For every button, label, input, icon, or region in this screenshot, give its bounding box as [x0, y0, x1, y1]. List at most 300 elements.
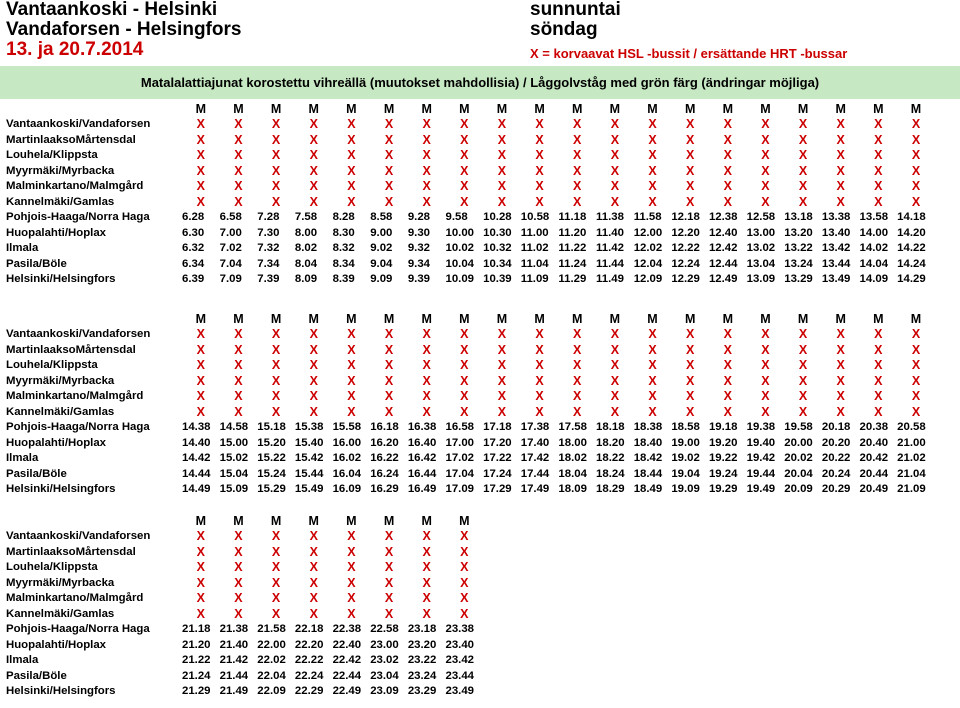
replacement-bus-mark: X [648, 148, 657, 163]
departure-time: 20.02 [784, 452, 813, 465]
departure-time: 7.39 [257, 272, 280, 285]
departure-time: 12.24 [671, 257, 700, 270]
replacement-bus-mark: X [798, 404, 808, 419]
departure-time: 14.38 [182, 421, 211, 434]
replacement-bus-mark: X [271, 327, 281, 342]
replacement-bus-mark: X [685, 327, 695, 342]
replacement-bus-mark: X [798, 179, 808, 194]
departure-time: 17.44 [520, 467, 550, 480]
departure-time: 23.20 [407, 638, 437, 651]
replacement-bus-mark: X [723, 327, 732, 342]
replacement-bus-mark: X [460, 194, 469, 209]
service-type-cell: M [270, 514, 282, 528]
departure-time: 6.34 [182, 257, 205, 270]
replacement-bus-mark: X [685, 117, 695, 132]
departure-time: 7.30 [257, 226, 280, 239]
replacement-bus-mark: X [384, 373, 394, 388]
departure-time: 12.49 [708, 272, 738, 285]
departure-time: 10.39 [483, 272, 512, 285]
departure-time: 10.02 [445, 242, 474, 255]
replacement-bus-mark: X [836, 148, 845, 163]
departure-time: 18.58 [671, 421, 700, 434]
replacement-bus-mark: X [422, 194, 431, 209]
departure-time: 15.24 [257, 467, 286, 480]
departure-time: 23.00 [370, 638, 399, 651]
replacement-bus-mark: X [422, 575, 431, 590]
replacement-bus-mark: X [234, 606, 243, 621]
replacement-bus-mark: X [422, 117, 431, 132]
replacement-bus-mark: X [761, 358, 770, 373]
replacement-bus-mark: X [497, 194, 507, 209]
replacement-bus-mark: X [271, 591, 281, 606]
replacement-bus-mark: X [422, 591, 431, 606]
replacement-bus-mark: X [798, 373, 808, 388]
departure-time: 13.24 [784, 257, 813, 270]
departure-time: 22.00 [257, 638, 286, 651]
departure-time: 14.09 [859, 272, 889, 285]
departure-time: 11.20 [558, 226, 587, 239]
departure-time: 21.02 [897, 452, 926, 465]
replacement-bus-mark: X [196, 163, 205, 178]
replacement-bus-mark: X [497, 163, 507, 178]
replacement-bus-mark: X [836, 179, 845, 194]
replacement-bus-mark: X [384, 163, 394, 178]
departure-time: 20.29 [821, 482, 851, 495]
service-type-cell: M [534, 102, 545, 116]
service-type-cell: M [647, 312, 658, 326]
replacement-bus-mark: X [497, 117, 507, 132]
replacement-bus-mark: X [384, 327, 394, 342]
replacement-bus-mark: X [761, 404, 770, 419]
replacement-bus-mark: X [836, 358, 845, 373]
departure-time: 17.09 [445, 482, 474, 495]
departure-time: 17.49 [520, 482, 550, 495]
replacement-bus-mark: X [685, 373, 695, 388]
departure-time: 22.42 [332, 654, 362, 667]
replacement-bus-mark: X [196, 606, 205, 621]
replacement-bus-mark: X [234, 591, 243, 606]
departure-time: 21.00 [897, 436, 926, 449]
station-row [0, 343, 935, 358]
service-type-cell: M [383, 312, 395, 326]
replacement-bus-mark: X [234, 163, 243, 178]
replacement-bus-mark: X [271, 148, 281, 163]
replacement-bus-mark: X [271, 342, 281, 357]
departure-time: 8.09 [294, 272, 318, 285]
replacement-bus-mark: X [874, 179, 883, 194]
replacement-bus-mark: X [234, 404, 243, 419]
replacement-bus-mark: X [196, 132, 205, 147]
station-name: MartinlaaksoMårtensdal [6, 133, 136, 146]
departure-time: 11.04 [520, 257, 549, 270]
service-type-cell: M [346, 102, 357, 116]
departure-time: 15.00 [219, 436, 249, 449]
station-row [0, 389, 935, 404]
replacement-bus-mark: X [460, 327, 469, 342]
departure-time: 12.44 [708, 257, 738, 270]
replacement-bus-mark: X [384, 342, 394, 357]
replacement-bus-mark: X [798, 148, 808, 163]
station-row [0, 591, 483, 606]
replacement-bus-mark: X [460, 342, 469, 357]
station-row [0, 420, 935, 435]
replacement-bus-mark: X [309, 148, 318, 163]
departure-time: 17.40 [520, 436, 550, 449]
replacement-bus-mark: X [196, 358, 205, 373]
departure-time: 18.04 [558, 467, 587, 480]
departure-time: 7.34 [257, 257, 280, 270]
replacement-bus-mark: X [648, 373, 657, 388]
departure-time: 6.58 [219, 211, 242, 224]
departure-time: 19.42 [746, 452, 776, 465]
departure-time: 21.49 [219, 684, 249, 697]
replacement-bus-mark: X [685, 148, 695, 163]
replacement-bus-mark: X [234, 544, 243, 559]
service-type-cell: M [572, 312, 583, 326]
station-name: Ilmala [6, 242, 39, 255]
station-row [0, 653, 483, 668]
service-type-cell: M [383, 102, 395, 116]
departure-time: 19.00 [671, 436, 700, 449]
timetable-section-1 [0, 102, 935, 287]
departure-time: 19.02 [671, 452, 700, 465]
replacement-bus-mark: X [573, 148, 582, 163]
replacement-bus-mark: X [309, 342, 318, 357]
departure-time: 16.18 [370, 421, 399, 434]
service-type-cell: M [797, 312, 809, 326]
departure-time: 14.22 [897, 242, 926, 255]
service-type-cell: M [496, 102, 508, 116]
replacement-bus-mark: X [196, 117, 205, 132]
replacement-bus-mark: X [234, 389, 243, 404]
banner-text: Matalalattiajunat korostettu vihreällä (muutokset mahdollisia) / Låggolvståg med grön färg (ändringar möjliga) [140, 75, 820, 90]
departure-time: 13.00 [746, 226, 776, 239]
departure-time: 7.02 [219, 242, 242, 255]
service-type-cell: M [308, 312, 319, 326]
replacement-bus-mark: X [798, 327, 808, 342]
replacement-bus-mark: X [874, 404, 883, 419]
station-name: Kannelmäki/Gamlas [6, 405, 115, 418]
departure-time: 22.44 [332, 669, 362, 682]
replacement-bus-mark: X [422, 404, 431, 419]
replacement-bus-mark: X [911, 373, 921, 388]
station-name: Huopalahti/Hoplax [6, 226, 106, 239]
replacement-bus-mark: X [874, 358, 883, 373]
replacement-bus-mark: X [460, 404, 469, 419]
replacement-bus-mark: X [685, 194, 695, 209]
replacement-bus-mark: X [535, 373, 544, 388]
departure-time: 23.04 [370, 669, 399, 682]
departure-time: 21.38 [219, 623, 249, 636]
replacement-bus-mark: X [497, 389, 507, 404]
replacement-bus-mark: X [384, 404, 394, 419]
departure-time: 23.29 [407, 684, 437, 697]
departure-time: 16.38 [407, 421, 437, 434]
replacement-bus-mark: X [535, 389, 544, 404]
service-type-cell: M [346, 514, 357, 528]
departure-time: 23.40 [445, 638, 474, 651]
replacement-bus-mark: X [347, 148, 356, 163]
departure-time: 20.38 [859, 421, 889, 434]
departure-time: 23.42 [445, 654, 474, 667]
departure-time: 10.30 [483, 226, 512, 239]
service-type-cell: M [873, 312, 884, 326]
replacement-bus-mark: X [347, 117, 356, 132]
departure-time: 11.42 [596, 242, 624, 255]
departure-time: 13.02 [746, 242, 776, 255]
replacement-bus-mark: X [573, 132, 582, 147]
service-type-cell: M [835, 312, 846, 326]
departure-time: 14.24 [897, 257, 926, 270]
replacement-bus-mark: X [234, 327, 243, 342]
replacement-bus-mark: X [196, 591, 205, 606]
departure-time: 15.09 [219, 482, 249, 495]
replacement-bus-mark: X [573, 404, 582, 419]
replacement-bus-mark: X [836, 194, 845, 209]
departure-time: 8.00 [294, 226, 318, 239]
station-name: Helsinki/Helsingfors [6, 272, 116, 285]
station-row [0, 210, 935, 225]
replacement-bus-mark: X [648, 117, 657, 132]
departure-time: 22.22 [294, 654, 324, 667]
header-spacer [0, 514, 182, 529]
departure-time: 16.29 [370, 482, 399, 495]
departure-time: 20.42 [859, 452, 889, 465]
replacement-bus-mark: X [610, 194, 620, 209]
replacement-bus-mark: X [347, 529, 356, 544]
replacement-bus-mark: X [309, 389, 318, 404]
station-name: Myyrmäki/Myrbacka [6, 374, 115, 387]
departure-time: 9.34 [407, 257, 431, 270]
departure-time: 19.58 [784, 421, 813, 434]
replacement-bus-mark: X [761, 342, 770, 357]
replacement-bus-mark: X [196, 560, 205, 575]
replacement-bus-mark: X [874, 342, 883, 357]
replacement-bus-mark: X [271, 560, 281, 575]
departure-time: 20.44 [859, 467, 889, 480]
station-name: Ilmala [6, 654, 39, 667]
legend: X = korvaavat HSL -bussit / ersättande HRT -bussar [530, 46, 848, 61]
service-type-cell: M [873, 102, 884, 116]
replacement-bus-mark: X [798, 342, 808, 357]
replacement-bus-mark: X [460, 373, 469, 388]
departure-time: 12.40 [708, 226, 738, 239]
replacement-bus-mark: X [196, 179, 205, 194]
replacement-bus-mark: X [610, 148, 620, 163]
replacement-bus-mark: X [422, 148, 431, 163]
departure-time: 13.09 [746, 272, 776, 285]
replacement-bus-mark: X [723, 194, 732, 209]
station-row [0, 327, 935, 342]
station-row [0, 358, 935, 373]
replacement-bus-mark: X [648, 327, 657, 342]
replacement-bus-mark: X [497, 148, 507, 163]
service-type-cell: M [421, 102, 432, 116]
departure-time: 8.30 [332, 226, 355, 239]
station-name: Kannelmäki/Gamlas [6, 607, 115, 620]
replacement-bus-mark: X [761, 163, 770, 178]
departure-time: 14.58 [219, 421, 249, 434]
service-type-cell: M [684, 102, 696, 116]
departure-time: 10.04 [445, 257, 474, 270]
departure-time: 13.40 [821, 226, 851, 239]
departure-time: 13.58 [859, 211, 889, 224]
station-row [0, 133, 935, 148]
departure-time: 7.28 [257, 211, 280, 224]
replacement-bus-mark: X [610, 373, 620, 388]
departure-time: 19.29 [708, 482, 738, 495]
departure-time: 19.22 [708, 452, 738, 465]
replacement-bus-mark: X [836, 404, 845, 419]
replacement-bus-mark: X [422, 529, 431, 544]
departure-time: 6.28 [182, 211, 205, 224]
departure-time: 18.24 [596, 467, 625, 480]
departure-time: 22.09 [257, 684, 286, 697]
replacement-bus-mark: X [234, 358, 243, 373]
replacement-bus-mark: X [196, 327, 205, 342]
service-type-cell: M [760, 102, 771, 116]
service-type-cell: M [195, 312, 207, 326]
replacement-bus-mark: X [271, 373, 281, 388]
departure-time: 16.20 [370, 436, 399, 449]
departure-time: 22.20 [294, 638, 324, 651]
replacement-bus-mark: X [460, 544, 469, 559]
departure-time: 18.38 [633, 421, 663, 434]
departure-time: 11.29 [558, 272, 587, 285]
replacement-bus-mark: X [723, 117, 732, 132]
replacement-bus-mark: X [384, 544, 394, 559]
departure-time: 9.09 [370, 272, 393, 285]
departure-time: 20.04 [784, 467, 813, 480]
departure-time: 23.22 [407, 654, 437, 667]
station-row [0, 226, 935, 241]
replacement-bus-mark: X [911, 327, 921, 342]
replacement-bus-mark: X [347, 179, 356, 194]
dates: 13. ja 20.7.2014 [6, 39, 144, 60]
replacement-bus-mark: X [234, 529, 243, 544]
replacement-bus-mark: X [309, 575, 318, 590]
departure-time: 16.09 [332, 482, 362, 495]
replacement-bus-mark: X [384, 606, 394, 621]
departure-time: 8.34 [332, 257, 355, 270]
replacement-bus-mark: X [610, 342, 620, 357]
departure-time: 17.38 [520, 421, 550, 434]
departure-time: 18.44 [633, 467, 663, 480]
station-name: Louhela/Klippsta [6, 359, 98, 372]
replacement-bus-mark: X [460, 117, 469, 132]
replacement-bus-mark: X [234, 179, 243, 194]
departure-time: 11.58 [633, 211, 662, 224]
replacement-bus-mark: X [497, 327, 507, 342]
departure-time: 23.44 [445, 669, 474, 682]
replacement-bus-mark: X [685, 179, 695, 194]
replacement-bus-mark: X [309, 327, 318, 342]
replacement-bus-mark: X [911, 163, 921, 178]
departure-time: 17.24 [483, 467, 512, 480]
departure-time: 19.09 [671, 482, 700, 495]
replacement-bus-mark: X [460, 591, 469, 606]
replacement-bus-mark: X [347, 606, 356, 621]
departure-time: 20.00 [784, 436, 813, 449]
departure-time: 19.40 [746, 436, 776, 449]
departure-time: 15.22 [257, 452, 286, 465]
departure-time: 9.04 [370, 257, 393, 270]
replacement-bus-mark: X [497, 132, 507, 147]
replacement-bus-mark: X [384, 358, 394, 373]
replacement-bus-mark: X [648, 179, 657, 194]
departure-time: 13.22 [784, 242, 813, 255]
replacement-bus-mark: X [384, 389, 394, 404]
station-row [0, 117, 935, 132]
replacement-bus-mark: X [911, 404, 921, 419]
replacement-bus-mark: X [648, 163, 657, 178]
replacement-bus-mark: X [798, 194, 808, 209]
replacement-bus-mark: X [874, 148, 883, 163]
station-name: Helsinki/Helsingfors [6, 684, 116, 697]
station-row [0, 638, 483, 653]
replacement-bus-mark: X [309, 132, 318, 147]
departure-time: 6.39 [182, 272, 205, 285]
replacement-bus-mark: X [384, 117, 394, 132]
replacement-bus-mark: X [685, 163, 695, 178]
replacement-bus-mark: X [535, 148, 544, 163]
replacement-bus-mark: X [234, 575, 243, 590]
departure-time: 21.24 [182, 669, 211, 682]
replacement-bus-mark: X [723, 389, 732, 404]
replacement-bus-mark: X [309, 117, 318, 132]
departure-time: 14.02 [859, 242, 889, 255]
departure-time: 11.09 [520, 272, 549, 285]
departure-time: 7.00 [219, 226, 242, 239]
replacement-bus-mark: X [460, 163, 469, 178]
replacement-bus-mark: X [761, 327, 770, 342]
departure-time: 17.04 [445, 467, 474, 480]
service-type-cell: M [910, 102, 922, 116]
replacement-bus-mark: X [798, 358, 808, 373]
replacement-bus-mark: X [761, 194, 770, 209]
replacement-bus-mark: X [347, 327, 356, 342]
replacement-bus-mark: X [384, 179, 394, 194]
station-row [0, 529, 483, 544]
departure-time: 7.04 [219, 257, 242, 270]
departure-time: 18.02 [558, 452, 587, 465]
departure-time: 14.18 [897, 211, 926, 224]
replacement-bus-mark: X [271, 132, 281, 147]
service-type-cell: M [308, 102, 319, 116]
departure-time: 6.30 [182, 226, 205, 239]
replacement-bus-mark: X [422, 373, 431, 388]
departure-time: 11.18 [558, 211, 587, 224]
departure-time: 21.09 [897, 482, 926, 495]
departure-time: 12.38 [708, 211, 738, 224]
departure-time: 17.22 [483, 452, 512, 465]
departure-time: 19.04 [671, 467, 700, 480]
departure-time: 12.20 [671, 226, 700, 239]
replacement-bus-mark: X [497, 342, 507, 357]
replacement-bus-mark: X [347, 591, 356, 606]
departure-time: 13.49 [821, 272, 851, 285]
departure-time: 19.20 [708, 436, 738, 449]
station-row [0, 482, 935, 497]
service-type-cell: M [459, 102, 470, 116]
replacement-bus-mark: X [271, 194, 281, 209]
replacement-bus-mark: X [460, 529, 469, 544]
replacement-bus-mark: X [460, 358, 469, 373]
replacement-bus-mark: X [761, 148, 770, 163]
service-type-row [0, 312, 935, 327]
service-type-cell: M [459, 514, 470, 528]
station-row [0, 257, 935, 272]
